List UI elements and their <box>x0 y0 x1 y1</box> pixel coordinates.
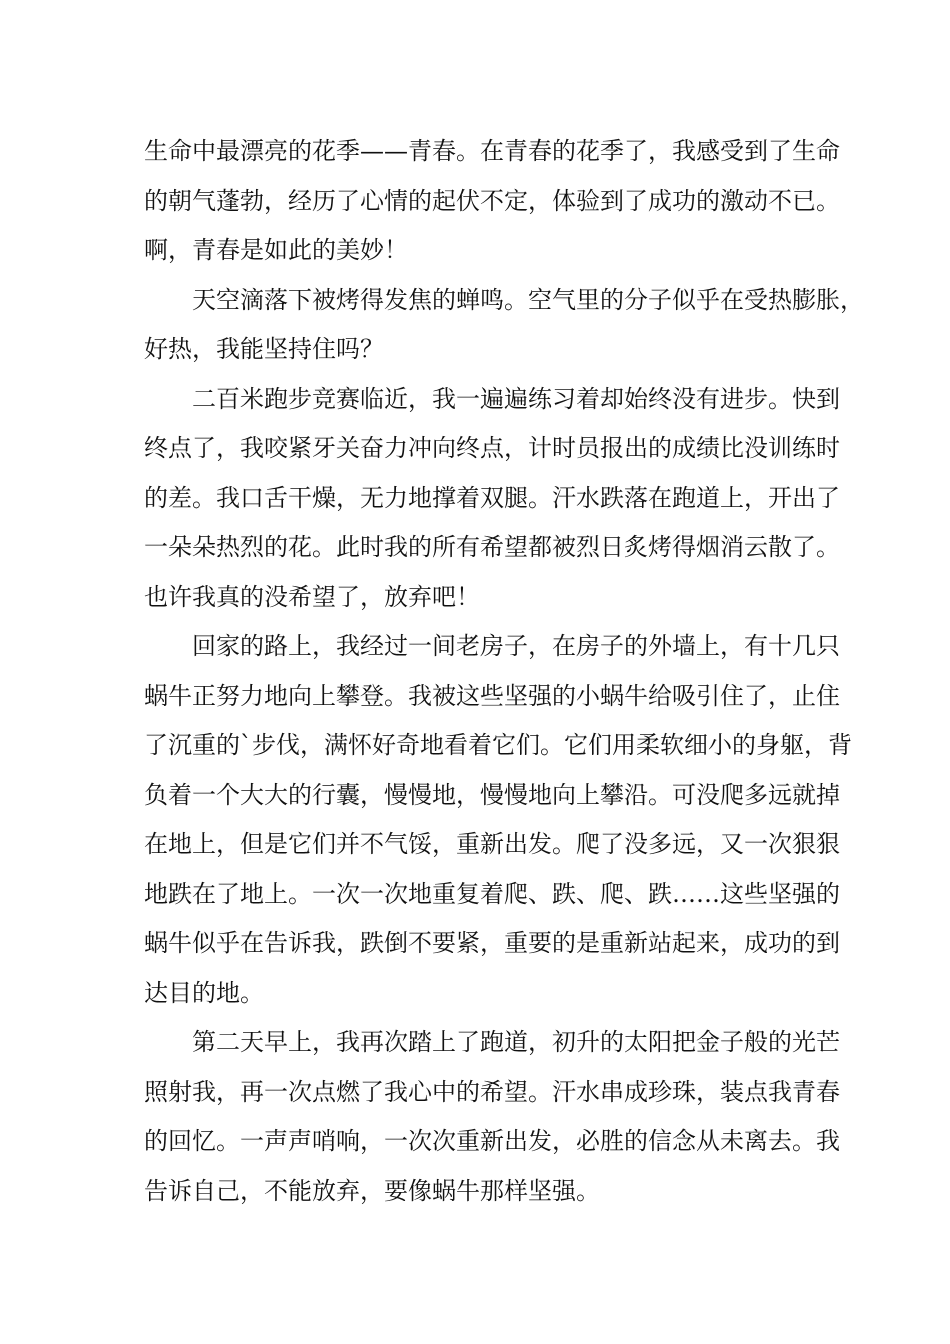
text-line: 好热，我能坚持住吗？ <box>144 335 384 363</box>
text-line: 在地上，但是它们并不气馁，重新出发。爬了没多远，又一次狠狠 <box>144 830 840 858</box>
text-line: 的回忆。一声声哨响，一次次重新出发，必胜的信念从未离去。我 <box>144 1127 840 1155</box>
essay-body <box>144 127 864 1216</box>
text-line: 生命中最漂亮的花季——青春。在青春的花季了，我感受到了生命 <box>144 137 840 165</box>
text-line: 回家的路上，我经过一间老房子，在房子的外墙上，有十几只 <box>192 632 840 660</box>
text-line: 告诉自己，不能放弃，要像蜗牛那样坚强。 <box>144 1176 600 1205</box>
text-line: 达目的地。 <box>144 978 264 1007</box>
text-line: 第二天早上，我再次踏上了跑道，初升的太阳把金子般的光芒 <box>192 1028 840 1056</box>
paragraph-4 <box>144 622 852 1018</box>
text-line: 一朵朵热烈的花。此时我的所有希望都被烈日炙烤得烟消云散了。 <box>144 533 840 561</box>
text-line: 啊，青春是如此的美妙！ <box>144 236 408 264</box>
paragraph-2 <box>144 276 864 375</box>
text-line: 了沉重的`步伐，满怀好奇地看着它们。它们用柔软细小的身躯，背 <box>144 731 852 759</box>
text-line: 地跌在了地上。一次一次地重复着爬、跌、爬、跌……这些坚强的 <box>144 879 840 908</box>
paragraph-5 <box>144 1018 840 1216</box>
text-line: 终点了，我咬紧牙关奋力冲向终点，计时员报出的成绩比没训练时 <box>144 434 840 462</box>
text-line: 负着一个大大的行囊，慢慢地，慢慢地向上攀沿。可没爬多远就掉 <box>144 780 840 809</box>
text-line: 的朝气蓬勃，经历了心情的起伏不定，体验到了成功的激动不已。 <box>144 186 840 215</box>
text-line: 照射我，再一次点燃了我心中的希望。汗水串成珍珠，装点我青春 <box>144 1077 840 1106</box>
paragraph-3 <box>144 375 840 623</box>
text-line: 天空滴落下被烤得发焦的蝉鸣。空气里的分子似乎在受热膨胀， <box>192 285 864 314</box>
text-line: 也许我真的没希望了，放弃吧！ <box>144 582 480 611</box>
paragraph-1 <box>144 127 840 276</box>
text-line: 的差。我口舌干燥，无力地撑着双腿。汗水跌落在跑道上，开出了 <box>144 483 840 512</box>
text-line: 二百米跑步竞赛临近，我一遍遍练习着却始终没有进步。快到 <box>192 384 840 413</box>
text-line: 蜗牛正努力地向上攀登。我被这些坚强的小蜗牛给吸引住了，止住 <box>144 681 840 710</box>
text-line: 蜗牛似乎在告诉我，跌倒不要紧，重要的是重新站起来，成功的到 <box>144 929 840 957</box>
